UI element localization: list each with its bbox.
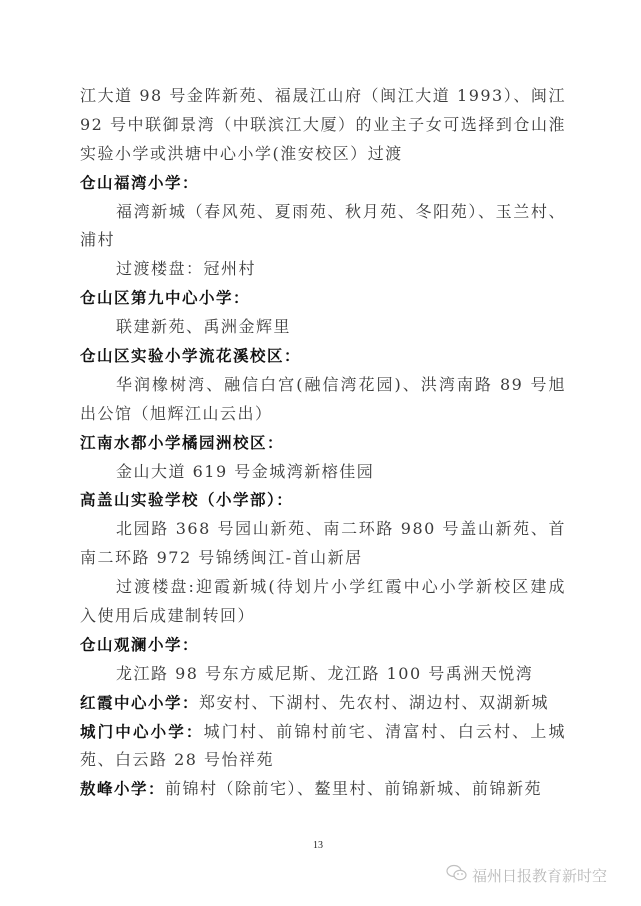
school-heading: [80, 342, 566, 371]
school-heading: [80, 429, 566, 458]
school-heading: [80, 284, 566, 313]
text-line: [80, 602, 566, 631]
line-text: 过渡楼盘:迎霞新城(待划片小学红霞中心小学新校区建成: [116, 577, 566, 597]
text-line: [80, 400, 566, 429]
text-line: [80, 255, 566, 284]
line-text: 南二环路 972 号锦绣闽江-首山新居: [80, 548, 363, 568]
line-text: 金山大道 619 号金城湾新榕佳园: [116, 461, 375, 481]
text-line: [80, 689, 566, 718]
line-text: 郑安村、下湖村、先农村、湖边村、双湖新城: [199, 692, 550, 712]
text-line: [80, 660, 566, 689]
line-text: 前锦村（除前宅）、鳌里村、前锦新城、前锦新苑: [165, 779, 543, 799]
school-heading: [80, 631, 566, 660]
line-text: 浦村: [80, 230, 116, 250]
text-line: [80, 573, 566, 602]
text-line: [80, 198, 566, 227]
line-text: 福湾新城（春风苑、夏雨苑、秋月苑、冬阳苑）、玉兰村、: [116, 201, 566, 221]
school-name: 仓山区第九中心小学：: [80, 289, 251, 308]
text-line: [80, 371, 566, 400]
line-text: 城门村、前锦村前宅、清富村、白云村、上城: [203, 721, 566, 741]
line-text: 江大道 98 号金阵新苑、福晟江山府（闽江大道 1993）、闽江: [80, 86, 566, 105]
school-name: 高盖山实验学校（小学部）：: [80, 491, 294, 510]
text-line: [80, 718, 566, 747]
text-line: [80, 544, 566, 573]
line-text: 实验小学或洪塘中心小学(淮安校区）过渡: [80, 143, 403, 163]
document-body: [80, 82, 566, 804]
line-text: 入使用后成建制转回）: [80, 606, 256, 626]
line-text: 联建新苑、禹洲金辉里: [116, 317, 292, 337]
line-text: 92 号中联御景湾（中联滨江大厦）的业主子女可选择到仓山淮: [80, 114, 566, 134]
text-line: [80, 515, 566, 544]
text-line: [80, 82, 566, 111]
school-name: 江南水都小学橘园洲校区：: [80, 433, 285, 452]
line-text: 华润橡树湾、融信白宫(融信湾花园)、洪湾南路 89 号旭: [116, 374, 566, 394]
text-line: [80, 775, 566, 804]
page-number: 13: [313, 840, 323, 851]
school-name: 仓山福湾小学：: [80, 173, 200, 192]
watermark-text: 福州日报教育新时空: [472, 866, 608, 885]
school-name: 城门中心小学：: [80, 722, 204, 741]
text-line: [80, 140, 566, 169]
line-text: 出公馆（旭辉江山云出）: [80, 403, 273, 423]
school-heading: [80, 486, 566, 515]
school-name: 红霞中心小学：: [80, 693, 200, 712]
text-line: [80, 746, 566, 775]
school-heading: [80, 169, 566, 198]
text-line: [80, 458, 566, 487]
school-name: 敖峰小学：: [80, 780, 166, 799]
line-text: 龙江路 98 号东方威尼斯、龙江路 100 号禹洲天悦湾: [116, 663, 534, 683]
text-line: [80, 226, 566, 255]
watermark: [446, 864, 607, 886]
line-text: 过渡楼盘：冠州村: [116, 259, 257, 279]
text-line: [80, 111, 566, 140]
text-line: [80, 313, 566, 342]
school-name: 仓山区实验小学流花溪校区：: [80, 347, 302, 366]
line-text: 苑、白云路 28 号怡祥苑: [80, 750, 275, 770]
wechat-icon: [446, 864, 468, 886]
school-name: 仓山观澜小学：: [80, 635, 200, 654]
line-text: 北园路 368 号园山新苑、南二环路 980 号盖山新苑、首: [116, 519, 566, 539]
